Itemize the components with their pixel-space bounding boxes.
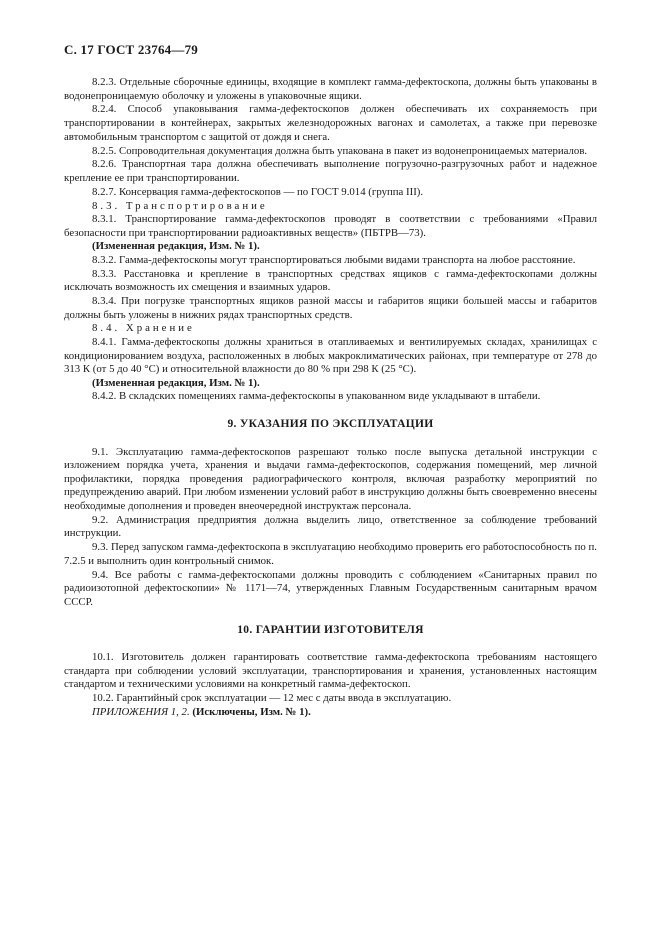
subsection-8-3-title <box>64 200 597 214</box>
document-body <box>64 76 597 720</box>
paragraph-9-2: 9.2. Администрация предприятия должна выделить лицо, ответственное за соблюдение требований инструкции. <box>64 513 597 540</box>
paragraph-8-2-6: 8.2.6. Транспортная тара должна обеспечивать выполнение погрузочно-разгрузочных работ и надежное крепление ее при транспортировании. <box>64 158 597 185</box>
paragraph-10-2: 10.2. Гарантийный срок эксплуатации — 12 мес с даты ввода в эксплуатацию. <box>92 692 452 705</box>
appendix-label: ПРИЛОЖЕНИЯ 1, 2. <box>92 706 190 719</box>
paragraph-8-2-3: 8.2.3. Отдельные сборочные единицы, входящие в комплект гамма-дефектоскопа, должны быть упакованы в водонепроницаемую оболочку и уложены в упаковочные ящики. <box>64 76 597 102</box>
section-10-heading: 10. ГАРАНТИИ ИЗГОТОВИТЕЛЯ <box>237 623 424 636</box>
section-9-heading: 9. УКАЗАНИЯ ПО ЭКСПЛУАТАЦИИ <box>227 418 434 431</box>
paragraph-8-3-1: 8.3.1. Транспортирование гамма-дефектоскопов проводят в соответствии с требованиями «Правил безопасности при транспортировании радиоактивных веществ» (ПБТРВ—73). <box>64 213 597 239</box>
subsection-8-4-title <box>64 322 597 336</box>
paragraph-9-3: 9.3. Перед запуском гамма-дефектоскопа в эксплуатацию необходимо проверить его работоспособность по п. 7.2.5 и выполнить один контрольный снимок. <box>64 541 597 567</box>
paragraph-9-4: 9.4. Все работы с гамма-дефектоскопами должны проводить с соблюдением «Санитарных правил по радиоизотопной дефектоскопии» № 1171—74, утвержденных Главным Государственным санитарным врачом СССР. <box>64 568 597 609</box>
amendment-note-2: (Измененная редакция, Изм. № 1). <box>92 376 260 389</box>
paragraph-8-2-7: 8.2.7. Консервация гамма-дефектоскопов — по ГОСТ 9.014 (группа III). <box>92 185 424 198</box>
page-header: С. 17 ГОСТ 23764—79 <box>64 42 198 57</box>
paragraph-8-2-4: 8.2.4. Способ упаковывания гамма-дефектоскопов должен обеспечивать их сохраняемость при транспортировании в контейнерах, закрытых железнодорожных вагонах и самолетах, а также при перевозке автомобильным транспортом с защитой от дождя и снега. <box>64 103 597 143</box>
subsection-8-3-label: 8.3. Транспортирование <box>92 199 268 212</box>
paragraph-8-4-1: 8.4.1. Гамма-дефектоскопы должны храниться в отапливаемых и вентилируемых складах, хранилищах с кондиционированием воздуха, расположенных в любых макроклиматических районах, при температуре от 278 до 313 К (от 5 до 40 °С) и относительной влажности до 80 % при 298 К (25 °С). <box>64 336 597 376</box>
subsection-8-4-label: 8.4. Хранение <box>92 322 195 335</box>
paragraph-9-1: 9.1. Эксплуатацию гамма-дефектоскопов разрешают только после выпуска детальной инструкции с изложением порядка учета, хранения и выдачи гамма-дефектоскопов, содержания помещений, мер личной профилактики, порядка проведения радиографического контроля, включая разработку мероприятий по предупреждению аварий. При любом изменении условий работ в инструкцию должны быть своевременно внесены необходимые дополнения и проведен внеочередной инструктаж персонала. <box>64 445 597 512</box>
paragraph-8-4-2: 8.4.2. В складских помещениях гамма-дефектоскопы в упакованном виде укладывают в штабели. <box>92 390 541 403</box>
appendix-status: (Исключены, Изм. № 1). <box>192 706 311 719</box>
amendment-note-1: (Измененная редакция, Изм. № 1). <box>92 240 260 253</box>
paragraph-8-3-4: 8.3.4. При погрузке транспортных ящиков разной массы и габаритов ящики большей массы и габаритов должны быть уложены в нижних рядах транспортных средств. <box>64 295 597 321</box>
paragraph-8-3-3: 8.3.3. Расстановка и крепление в транспортных средствах ящиков с гамма-дефектоскопами должны исключать возможность их смещения и взаимных ударов. <box>64 267 597 294</box>
appendix-note <box>64 706 597 720</box>
paragraph-8-3-2: 8.3.2. Гамма-дефектоскопы могут транспортироваться любыми видами транспорта на любое расстояние. <box>92 253 576 266</box>
paragraph-8-2-5: 8.2.5. Сопроводительная документация должна быть упакована в пакет из водонепроницаемых материалов. <box>92 144 588 157</box>
paragraph-10-1: 10.1. Изготовитель должен гарантировать соответствие гамма-дефектоскопа требованиям настоящего стандарта при соблюдении условий эксплуатации, транспортирования и хранения, установленных настоящим стандартом и техническими условиями на конкретный гамма-дефектоскоп. <box>64 651 597 691</box>
